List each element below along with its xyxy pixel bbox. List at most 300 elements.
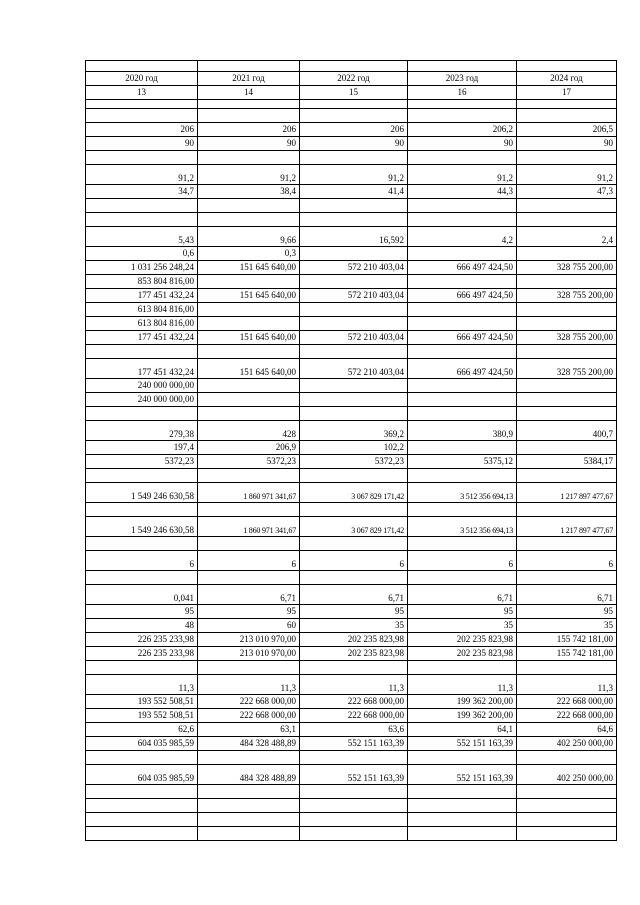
table-cell: 1 860 971 341,67 <box>198 517 300 537</box>
table-cell: 1 217 897 477,67 <box>517 483 617 503</box>
table-cell: 1 549 246 630,58 <box>86 483 198 503</box>
table-cell <box>300 393 408 407</box>
table-cell: 5,43 <box>86 227 198 247</box>
table-cell <box>86 751 198 765</box>
table-cell <box>300 407 408 421</box>
table-cell: 199 362 200,00 <box>408 709 517 723</box>
table-body <box>86 61 617 841</box>
table-cell: 613 804 816,00 <box>86 303 198 317</box>
table-row <box>86 483 617 503</box>
table-row <box>86 379 617 393</box>
table-cell: 328 755 200,00 <box>517 261 617 275</box>
table-cell: 552 151 163,39 <box>300 737 408 751</box>
table-row <box>86 551 617 571</box>
table-cell: 0,3 <box>198 247 300 261</box>
table-cell: 428 <box>198 421 300 441</box>
table-cell: 552 151 163,39 <box>408 765 517 785</box>
table-cell <box>198 100 300 109</box>
table-cell: 9,66 <box>198 227 300 247</box>
table-cell: 5372,23 <box>86 455 198 469</box>
table-row <box>86 359 617 379</box>
table-cell: 62,6 <box>86 723 198 737</box>
header-cell: 17 <box>517 86 617 100</box>
table-cell <box>408 393 517 407</box>
table-cell <box>517 345 617 359</box>
header-cell: 2021 год <box>198 72 300 86</box>
table-cell: 90 <box>408 137 517 151</box>
header-cell: 2022 год <box>300 72 408 86</box>
table-cell <box>517 151 617 165</box>
table-cell <box>517 213 617 227</box>
table-cell <box>300 275 408 289</box>
table-row <box>86 571 617 585</box>
table-row <box>86 61 617 72</box>
table-cell <box>300 151 408 165</box>
table-cell <box>517 407 617 421</box>
table-cell <box>86 661 198 675</box>
table-cell: 484 328 488,89 <box>198 737 300 751</box>
table-cell: 666 497 424,50 <box>408 359 517 379</box>
table-cell <box>198 109 300 123</box>
table-cell <box>86 799 198 813</box>
table-cell: 63,1 <box>198 723 300 737</box>
table-cell <box>408 407 517 421</box>
table-cell <box>198 799 300 813</box>
table-cell <box>300 213 408 227</box>
table-cell: 91,2 <box>408 165 517 185</box>
table-cell <box>517 109 617 123</box>
table-row <box>86 751 617 765</box>
table-cell <box>86 213 198 227</box>
table-cell <box>300 345 408 359</box>
table-row <box>86 517 617 537</box>
table-cell <box>86 345 198 359</box>
table-cell: 666 497 424,50 <box>408 289 517 303</box>
table-cell <box>517 303 617 317</box>
table-cell <box>300 571 408 585</box>
table-row <box>86 123 617 137</box>
table-cell <box>408 441 517 455</box>
table-row <box>86 247 617 261</box>
table-cell: 202 235 823,98 <box>408 647 517 661</box>
table-cell: 400,7 <box>517 421 617 441</box>
table-cell: 666 497 424,50 <box>408 331 517 345</box>
table-cell <box>300 379 408 393</box>
table-cell: 552 151 163,39 <box>408 737 517 751</box>
table-row <box>86 345 617 359</box>
table-cell <box>86 571 198 585</box>
table-cell <box>517 827 617 841</box>
table-cell: 5384,17 <box>517 455 617 469</box>
table-cell: 6 <box>408 551 517 571</box>
table-cell: 90 <box>198 137 300 151</box>
table-cell: 11,3 <box>517 675 617 695</box>
table-cell: 151 645 640,00 <box>198 331 300 345</box>
table-row <box>86 421 617 441</box>
table-cell <box>198 275 300 289</box>
table-cell <box>408 345 517 359</box>
table-cell <box>300 827 408 841</box>
table-cell <box>408 61 517 72</box>
table-cell <box>517 317 617 331</box>
table-cell <box>198 213 300 227</box>
table-cell <box>408 799 517 813</box>
table-cell <box>517 247 617 261</box>
table-cell: 572 210 403,04 <box>300 359 408 379</box>
table-cell: 1 860 971 341,67 <box>198 483 300 503</box>
table-cell: 177 451 432,24 <box>86 331 198 345</box>
table-cell <box>300 813 408 827</box>
table-cell <box>300 469 408 483</box>
table-cell <box>300 661 408 675</box>
table-cell: 6,71 <box>198 585 300 605</box>
table-cell: 572 210 403,04 <box>300 289 408 303</box>
table-cell <box>517 61 617 72</box>
table-row <box>86 455 617 469</box>
table-cell: 90 <box>86 137 198 151</box>
table-cell: 151 645 640,00 <box>198 261 300 275</box>
table-row <box>86 317 617 331</box>
table-cell <box>408 199 517 213</box>
table-cell: 222 668 000,00 <box>517 709 617 723</box>
table-row <box>86 537 617 551</box>
header-cell: 14 <box>198 86 300 100</box>
table-cell: 206,5 <box>517 123 617 137</box>
table-cell: 853 804 816,00 <box>86 275 198 289</box>
table-row <box>86 331 617 345</box>
table-row <box>86 213 617 227</box>
table-cell: 3 512 356 694,13 <box>408 483 517 503</box>
table-cell <box>86 503 198 517</box>
table-cell: 197,4 <box>86 441 198 455</box>
table-cell: 11,3 <box>408 675 517 695</box>
indicator-table <box>85 60 617 841</box>
table-cell: 222 668 000,00 <box>198 695 300 709</box>
table-row <box>86 441 617 455</box>
table-cell: 47,3 <box>517 185 617 199</box>
table-cell <box>408 247 517 261</box>
table-cell <box>517 379 617 393</box>
table-cell <box>198 61 300 72</box>
table-cell: 6 <box>198 551 300 571</box>
table-cell <box>86 100 198 109</box>
table-cell: 328 755 200,00 <box>517 359 617 379</box>
table-row <box>86 407 617 421</box>
table-cell <box>300 317 408 331</box>
table-cell: 202 235 823,98 <box>300 633 408 647</box>
header-row <box>86 86 617 100</box>
table-cell: 0,041 <box>86 585 198 605</box>
table-cell: 38,4 <box>198 185 300 199</box>
table-cell: 6 <box>517 551 617 571</box>
table-cell <box>86 537 198 551</box>
table-cell: 222 668 000,00 <box>300 695 408 709</box>
table-cell: 151 645 640,00 <box>198 359 300 379</box>
table-cell: 604 035 985,59 <box>86 765 198 785</box>
table-cell <box>300 751 408 765</box>
table-cell <box>198 199 300 213</box>
table-cell: 226 235 233,98 <box>86 647 198 661</box>
table-cell <box>517 393 617 407</box>
header-cell: 2024 год <box>517 72 617 86</box>
table-cell <box>517 537 617 551</box>
table-cell <box>198 379 300 393</box>
table-cell: 3 512 356 694,13 <box>408 517 517 537</box>
table-cell: 484 328 488,89 <box>198 765 300 785</box>
table-cell: 16,592 <box>300 227 408 247</box>
table-cell: 155 742 181,00 <box>517 647 617 661</box>
table-cell: 48 <box>86 619 198 633</box>
header-cell: 16 <box>408 86 517 100</box>
table-cell: 328 755 200,00 <box>517 289 617 303</box>
table-cell <box>300 109 408 123</box>
table-cell <box>408 813 517 827</box>
table-row <box>86 585 617 605</box>
table-cell: 206,9 <box>198 441 300 455</box>
table-cell <box>408 503 517 517</box>
table-cell: 572 210 403,04 <box>300 261 408 275</box>
table-cell <box>86 151 198 165</box>
table-cell: 35 <box>300 619 408 633</box>
table-cell <box>86 109 198 123</box>
table-cell: 1 031 256 248,24 <box>86 261 198 275</box>
table-cell: 63,6 <box>300 723 408 737</box>
table-cell: 91,2 <box>300 165 408 185</box>
table-row <box>86 633 617 647</box>
table-cell: 6 <box>300 551 408 571</box>
table-cell: 0,6 <box>86 247 198 261</box>
header-cell: 2023 год <box>408 72 517 86</box>
table-cell: 64,6 <box>517 723 617 737</box>
table-row <box>86 675 617 695</box>
table-cell <box>517 100 617 109</box>
table-cell <box>408 571 517 585</box>
table-cell <box>408 785 517 799</box>
table-cell: 34,7 <box>86 185 198 199</box>
table-cell <box>408 827 517 841</box>
table-cell <box>408 751 517 765</box>
table-row <box>86 785 617 799</box>
table-cell <box>198 345 300 359</box>
table-cell: 552 151 163,39 <box>300 765 408 785</box>
table-cell <box>198 393 300 407</box>
table-cell <box>198 469 300 483</box>
table-row <box>86 723 617 737</box>
table-cell: 328 755 200,00 <box>517 331 617 345</box>
table-row <box>86 695 617 709</box>
table-cell: 604 035 985,59 <box>86 737 198 751</box>
table-cell: 35 <box>517 619 617 633</box>
table-cell <box>517 199 617 213</box>
table-cell: 222 668 000,00 <box>300 709 408 723</box>
table-cell: 402 250 000,00 <box>517 737 617 751</box>
table-row <box>86 275 617 289</box>
table-cell <box>198 317 300 331</box>
table-cell <box>517 469 617 483</box>
table-row <box>86 289 617 303</box>
table-row <box>86 303 617 317</box>
table-cell: 202 235 823,98 <box>408 633 517 647</box>
table-cell <box>517 799 617 813</box>
table-cell: 64,1 <box>408 723 517 737</box>
table-cell: 402 250 000,00 <box>517 765 617 785</box>
table-cell: 572 210 403,04 <box>300 331 408 345</box>
table-row <box>86 647 617 661</box>
table-cell: 11,3 <box>300 675 408 695</box>
table-cell <box>408 109 517 123</box>
table-cell: 95 <box>86 605 198 619</box>
table-cell: 6,71 <box>408 585 517 605</box>
table-cell: 666 497 424,50 <box>408 261 517 275</box>
table-row <box>86 199 617 213</box>
table-cell <box>198 503 300 517</box>
table-cell: 5372,23 <box>300 455 408 469</box>
table-cell <box>408 213 517 227</box>
table-row <box>86 661 617 675</box>
table-cell: 44,3 <box>408 185 517 199</box>
table-row <box>86 737 617 751</box>
table-cell: 4,2 <box>408 227 517 247</box>
table-row <box>86 765 617 785</box>
table-row <box>86 165 617 185</box>
table-row <box>86 469 617 483</box>
table-cell <box>300 303 408 317</box>
table-cell <box>86 61 198 72</box>
table-cell: 90 <box>517 137 617 151</box>
table-cell <box>300 199 408 213</box>
table-cell <box>300 785 408 799</box>
table-row <box>86 261 617 275</box>
table-cell: 11,3 <box>198 675 300 695</box>
table-cell: 95 <box>300 605 408 619</box>
table-cell: 1 217 897 477,67 <box>517 517 617 537</box>
table-cell <box>198 751 300 765</box>
table-cell <box>198 661 300 675</box>
table-cell <box>86 469 198 483</box>
table-cell: 102,2 <box>300 441 408 455</box>
table-cell <box>408 317 517 331</box>
table-cell <box>408 275 517 289</box>
table-cell: 91,2 <box>198 165 300 185</box>
table-cell: 193 552 508,51 <box>86 695 198 709</box>
table-cell <box>86 827 198 841</box>
table-cell: 613 804 816,00 <box>86 317 198 331</box>
table-row <box>86 393 617 407</box>
table-cell: 177 451 432,24 <box>86 359 198 379</box>
table-cell: 240 000 000,00 <box>86 379 198 393</box>
table-cell: 5375,12 <box>408 455 517 469</box>
header-cell: 13 <box>86 86 198 100</box>
table-cell <box>408 151 517 165</box>
table-cell: 2,4 <box>517 227 617 247</box>
table-cell: 193 552 508,51 <box>86 709 198 723</box>
table-cell: 202 235 823,98 <box>300 647 408 661</box>
table-cell: 206,2 <box>408 123 517 137</box>
table-cell: 6,71 <box>300 585 408 605</box>
table-row <box>86 185 617 199</box>
table-cell: 95 <box>198 605 300 619</box>
table-cell <box>517 751 617 765</box>
table-cell: 222 668 000,00 <box>517 695 617 709</box>
table-cell: 151 645 640,00 <box>198 289 300 303</box>
table-cell <box>517 785 617 799</box>
table-cell <box>517 503 617 517</box>
table-cell <box>198 537 300 551</box>
header-cell: 2020 год <box>86 72 198 86</box>
table-cell <box>517 441 617 455</box>
table-cell: 155 742 181,00 <box>517 633 617 647</box>
table-cell: 226 235 233,98 <box>86 633 198 647</box>
table-cell <box>408 379 517 393</box>
table-cell <box>300 503 408 517</box>
table-cell: 3 067 829 171,42 <box>300 483 408 503</box>
table-cell: 6 <box>86 551 198 571</box>
table-row <box>86 605 617 619</box>
table-cell: 177 451 432,24 <box>86 289 198 303</box>
table-cell: 91,2 <box>517 165 617 185</box>
table-cell <box>408 469 517 483</box>
table-cell <box>300 61 408 72</box>
table-cell <box>300 537 408 551</box>
table-row <box>86 709 617 723</box>
table-cell <box>517 275 617 289</box>
table-cell <box>86 785 198 799</box>
table-cell <box>86 199 198 213</box>
table-row <box>86 151 617 165</box>
table-cell: 279,38 <box>86 421 198 441</box>
header-cell: 15 <box>300 86 408 100</box>
table-cell: 199 362 200,00 <box>408 695 517 709</box>
table-row <box>86 827 617 841</box>
table-row <box>86 503 617 517</box>
table-cell <box>198 827 300 841</box>
table-cell: 3 067 829 171,42 <box>300 517 408 537</box>
table-cell: 206 <box>198 123 300 137</box>
table-cell <box>198 151 300 165</box>
table-cell: 213 010 970,00 <box>198 633 300 647</box>
table-cell: 91,2 <box>86 165 198 185</box>
table-cell <box>408 661 517 675</box>
table-row <box>86 227 617 247</box>
table-cell: 240 000 000,00 <box>86 393 198 407</box>
header-row <box>86 72 617 86</box>
table-cell: 60 <box>198 619 300 633</box>
table-cell <box>86 813 198 827</box>
table-cell <box>300 799 408 813</box>
table-cell <box>198 571 300 585</box>
table-cell: 206 <box>300 123 408 137</box>
table-cell <box>300 247 408 261</box>
table-cell: 206 <box>86 123 198 137</box>
table-row <box>86 100 617 109</box>
table-row <box>86 813 617 827</box>
table-cell <box>198 813 300 827</box>
table-cell: 41,4 <box>300 185 408 199</box>
table-cell: 11,3 <box>86 675 198 695</box>
table-cell: 380,9 <box>408 421 517 441</box>
table-row <box>86 109 617 123</box>
table-cell <box>198 407 300 421</box>
table-cell <box>408 100 517 109</box>
table-cell <box>300 100 408 109</box>
table-cell <box>408 303 517 317</box>
table-row <box>86 137 617 151</box>
table-cell: 1 549 246 630,58 <box>86 517 198 537</box>
table-cell: 90 <box>300 137 408 151</box>
table-cell: 213 010 970,00 <box>198 647 300 661</box>
table-cell: 95 <box>517 605 617 619</box>
table-cell: 6,71 <box>517 585 617 605</box>
